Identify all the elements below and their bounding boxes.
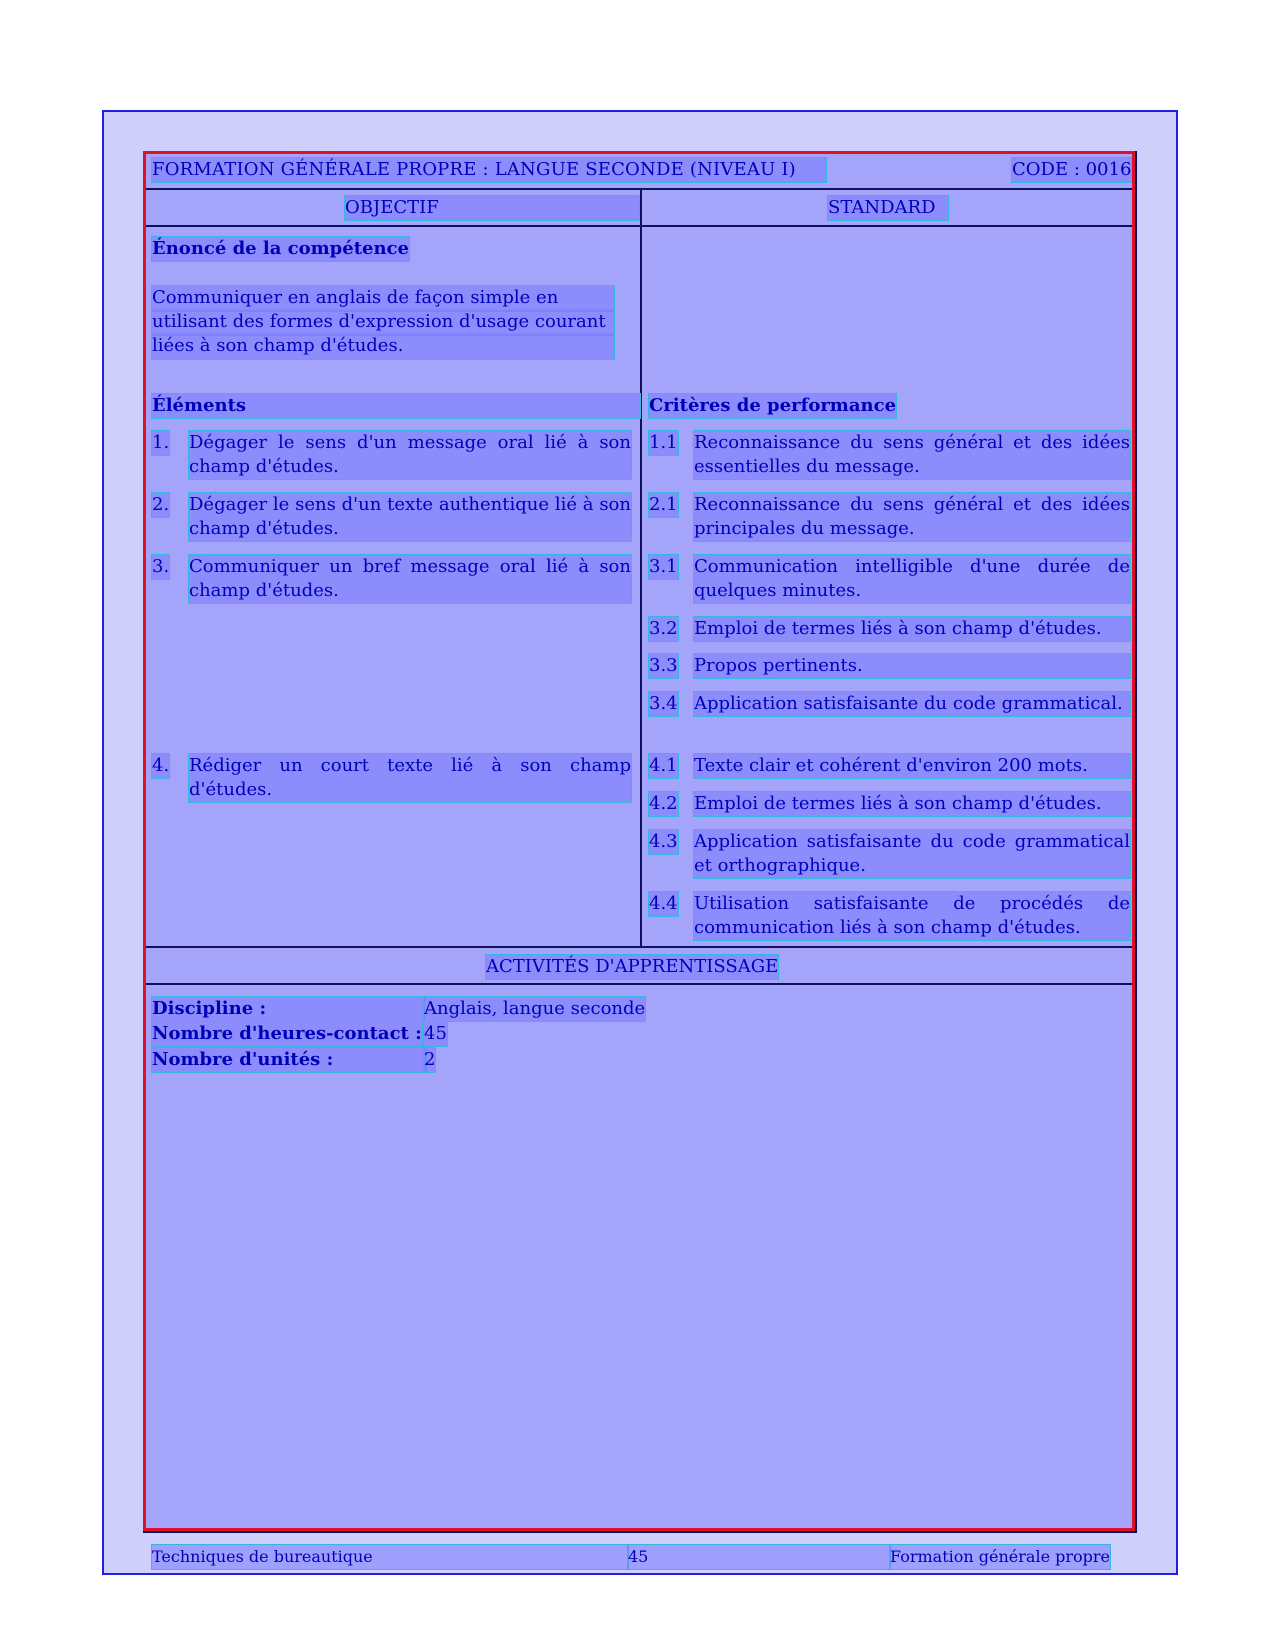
column-divider xyxy=(640,190,642,948)
criterion-text: Reconnaissance du sens général et des idées essentielles du message. xyxy=(694,432,1130,477)
discipline-label: Discipline : xyxy=(152,997,424,1021)
competence-line: liées à son champ d'études. xyxy=(152,334,614,359)
criterion-number: 3.2 xyxy=(649,618,678,639)
criterion-text: Utilisation satisfaisante de procédés de communication liés à son champ d'études. xyxy=(694,893,1130,938)
element-number: 4. xyxy=(152,755,170,776)
criterion-number: 3.1 xyxy=(649,556,678,577)
footer-page-number: 45 xyxy=(628,1545,890,1569)
criterion-text: Propos pertinents. xyxy=(694,654,1130,678)
criterion-number: 4.1 xyxy=(649,755,678,776)
competence-line: utilisant des formes d'expression d'usage courant xyxy=(152,310,614,335)
element-text: Communiquer un bref message oral lié à son champ d'études. xyxy=(189,556,631,601)
competence-heading: Énoncé de la compétence xyxy=(152,238,409,259)
element-text: Dégager le sens d'un message oral lié à son champ d'études. xyxy=(189,432,631,477)
footer-program: Techniques de bureautique xyxy=(152,1545,628,1569)
activities-heading: ACTIVITÉS D'APPRENTISSAGE xyxy=(486,956,779,977)
competence-line: Communiquer en anglais de façon simple en xyxy=(152,286,614,311)
criterion-number: 4.2 xyxy=(649,793,678,814)
criterion-number: 3.3 xyxy=(649,655,678,676)
criterion-number: 1.1 xyxy=(649,432,678,453)
criterion-text: Reconnaissance du sens général et des idées principales du message. xyxy=(694,494,1130,539)
rule-above-activities xyxy=(143,946,1137,948)
criterion-number: 2.1 xyxy=(649,494,678,515)
discipline-value: Anglais, langue seconde xyxy=(424,998,646,1019)
document-title: FORMATION GÉNÉRALE PROPRE : LANGUE SECONDE (NIVEAU I) xyxy=(152,158,826,182)
criterion-text: Texte clair et cohérent d'environ 200 mots. xyxy=(694,754,1130,778)
element-number: 2. xyxy=(152,494,170,515)
criterion-text: Application satisfaisante du code grammatical. xyxy=(694,692,1130,716)
units-value: 2 xyxy=(424,1049,436,1070)
criterion-number: 3.4 xyxy=(649,693,678,714)
column-head-standard: STANDARD xyxy=(828,196,948,220)
criterion-text: Emploi de termes liés à son champ d'études. xyxy=(694,617,1130,641)
criterion-number: 4.3 xyxy=(649,831,678,852)
footer-section: Formation générale propre xyxy=(890,1545,1110,1569)
column-head-objective: OBJECTIF xyxy=(345,196,639,220)
elements-heading: Éléments xyxy=(152,394,640,418)
element-text: Rédiger un court texte lié à son champ d'études. xyxy=(189,755,631,800)
document-code: CODE : 0016 xyxy=(1012,159,1132,180)
criteria-heading: Critères de performance xyxy=(649,395,897,416)
hours-label: Nombre d'heures-contact : xyxy=(152,1023,422,1044)
rule-under-activities xyxy=(143,983,1137,985)
criterion-text: Application satisfaisante du code grammatical et orthographique. xyxy=(694,831,1130,876)
units-label: Nombre d'unités : xyxy=(152,1048,426,1072)
element-number: 3. xyxy=(152,556,170,577)
criterion-number: 4.4 xyxy=(649,893,678,914)
hours-value: 45 xyxy=(424,1023,447,1044)
element-number: 1. xyxy=(152,432,170,453)
element-text: Dégager le sens d'un texte authentique lié à son champ d'études. xyxy=(189,494,631,539)
criterion-text: Communication intelligible d'une durée de quelques minutes. xyxy=(694,556,1130,601)
criterion-text: Emploi de termes liés à son champ d'études. xyxy=(694,792,1130,816)
